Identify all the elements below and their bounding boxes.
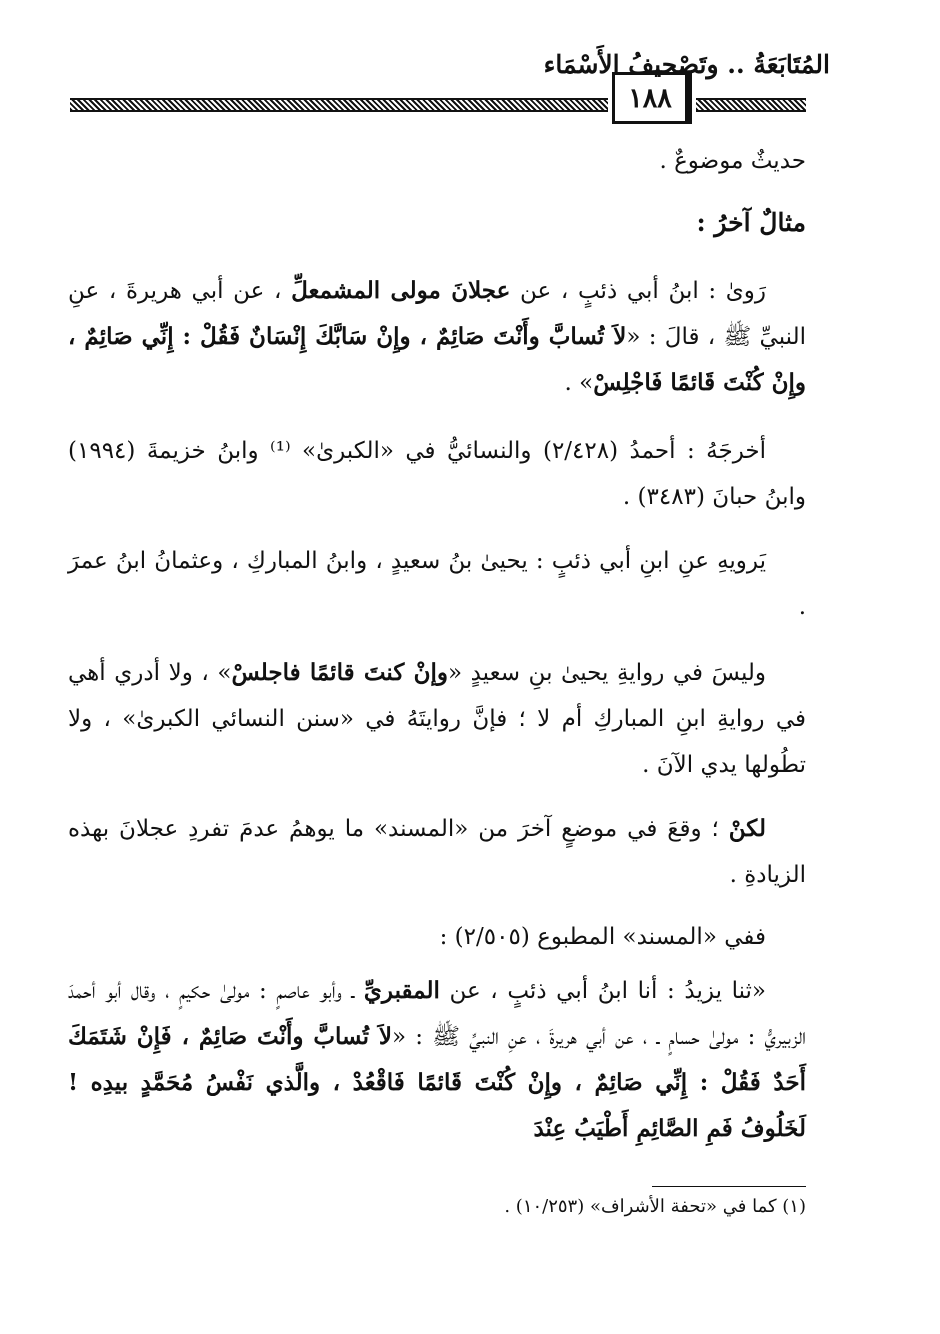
para-1-a: رَوىٰ : ابنُ أبي ذئبٍ ، عن xyxy=(510,278,767,304)
footnote-separator xyxy=(652,1186,806,1187)
section-heading: مثالٌ آخرُ : xyxy=(696,208,806,237)
page-number-box xyxy=(612,72,688,124)
paragraph-narrators xyxy=(68,538,806,630)
para-6-text: ففي «المسند» المطبوع (٢/٥٠٥) : xyxy=(439,924,766,950)
paragraph-musnad-quote xyxy=(68,968,806,1152)
page-number: ١٨٨ xyxy=(628,82,672,114)
para-1-narrator: عجلانَ مولى المشمعلِّ xyxy=(291,277,511,304)
paragraph-however xyxy=(68,806,806,898)
running-title: المُتَابَعَةُ .. وتَصْحيفُ الأَسْمَاء xyxy=(543,50,830,79)
para-1-e: » . xyxy=(564,370,594,396)
paragraph-source xyxy=(68,914,806,960)
paragraph-narration xyxy=(68,268,806,406)
para-7-a: «ثنا يزيدُ : أنا ابنُ أبي ذئبٍ ، عن xyxy=(439,978,766,1004)
para-5-text: ؛ وقعَ في موضعٍ آخرَ من «المسند» ما يوهمُ عدمَ تفردِ عجلانَ بهذه الزيادةِ . xyxy=(68,816,806,888)
header-rule-left xyxy=(70,98,608,112)
para-7-hadith-text: لاَ تُسابَّ وأَنْتَ صَائِمٌ ، فَإِنْ شَتَمَكَ أَحَدٌ فَقُلْ : إِنِّي صَائِمٌ ، وإِنْ كُنْتَ قَائمًا فَاقْعُدْ ، والَّذي نَفْسُ مُحَمَّدٍ بيدِه ! لَخَلُوفُ فَمِ الصَّائِمِ أَطْيَبُ عِنْدَ xyxy=(68,1023,806,1142)
para-4-quote: وإنْ كنتَ قائمًا فاجلسْ xyxy=(231,659,448,686)
paragraph-takhrij xyxy=(68,428,806,520)
para-7-narrator: المقبريِّ xyxy=(363,977,440,1004)
para-7-c: ـ وأبو عاصمٍ : مولىٰ حكيمٍ ، وقال أبو أحمدَ الزبيريُّ : مولىٰ حسامٍ ـ ، عن أبي هريرةَ ، عنِ النبيِّ ﷺ : « xyxy=(68,978,806,1050)
continuation-line: حديثٌ موضوعٌ . xyxy=(659,148,806,174)
para-3-text: يَرويهِ عنِ ابنِ أبي ذئبٍ : يحيىٰ بنُ سعيدٍ ، وابنُ المباركِ ، وعثمانُ ابنُ عمرَ . xyxy=(68,548,806,620)
para-5-lead: لكنْ xyxy=(728,815,766,842)
para-4-c: » ، ولا أدري أهي في روايةِ ابنِ المباركِ أم لا ؛ فإنَّ روايتَهُ في «سنن النسائي الكبرىٰ» ، ولا تطُولها يدي الآنَ . xyxy=(68,660,806,778)
footnote: (١) كما في «تحفة الأشراف» (١٠/٢٥٣) . xyxy=(504,1196,806,1217)
para-1-hadith-text: لاَ تُسابَّ وأَنْتَ صَائِمٌ ، وإِنْ سَابَّكَ إِنْسَانٌ فَقُلْ : إِنِّي صَائِمٌ ، وإِنْ كُنْتَ قَائمًا فَاجْلِسْ xyxy=(68,323,806,396)
para-2-text: أخرجَهُ : أحمدُ (٢/٤٢٨) والنسائيُّ في «الكبرىٰ» ⁽¹⁾ وابنُ خزيمةَ (١٩٩٤) وابنُ حبانَ (٣٤٨٣) . xyxy=(68,438,806,510)
para-1-c: ، عن أبي هريرةَ ، عنِ النبيِّ ﷺ ، قالَ : « xyxy=(68,278,806,350)
para-4-a: وليسَ في روايةِ يحيىٰ بنِ سعيدٍ « xyxy=(447,660,766,686)
paragraph-analysis xyxy=(68,650,806,788)
header-rule-right xyxy=(696,98,806,112)
